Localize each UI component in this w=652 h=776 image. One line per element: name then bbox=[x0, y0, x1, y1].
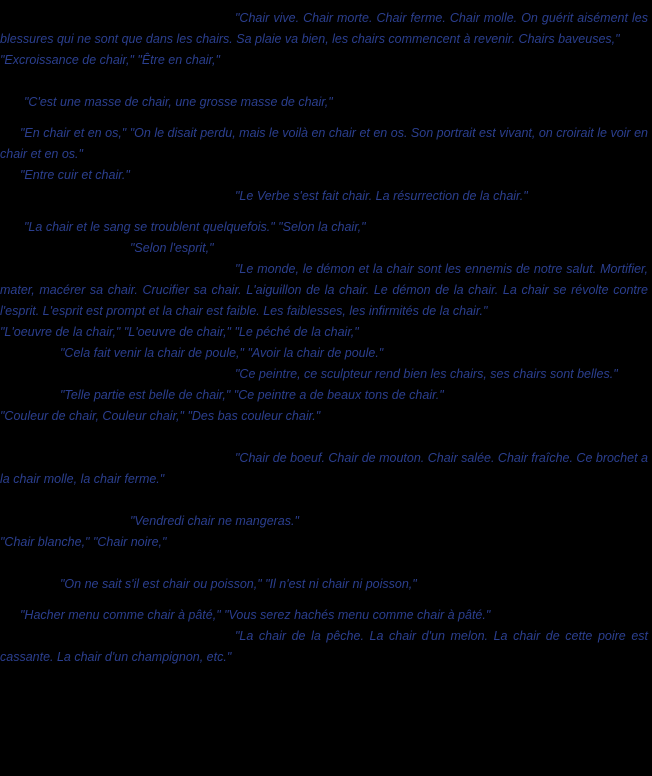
paragraph: "Excroissance de chair," "Être en chair," bbox=[0, 53, 220, 67]
paragraph: "L'oeuvre de la chair," "L'oeuvre de chair," "Le péché de la chair," bbox=[0, 325, 359, 339]
paragraph: "Ce peintre, ce sculpteur rend bien les chairs, ses chairs sont belles." bbox=[235, 367, 618, 381]
paragraph: "Selon l'esprit," bbox=[130, 241, 214, 255]
paragraph: "Le monde, le démon et la chair sont les ennemis de notre salut. Mortifier, mater, macérer sa chair. Crucifier sa chair. L'aiguillon de la chair. Le démon de la chair. La chair se révolte contre l'esprit. L'esprit est prompt et la chair est faible. Les faiblesses, les infirmités de la chair." bbox=[0, 262, 648, 318]
paragraph-spacer bbox=[0, 113, 652, 123]
paragraph: "En chair et en os," "On le disait perdu, mais le voilà en chair et en os. Son portrait est vivant, on croirait le voir en chair et en os." bbox=[0, 126, 648, 161]
paragraph: "La chair et le sang se troublent quelquefois." "Selon la chair," bbox=[24, 220, 366, 234]
document-page bbox=[0, 8, 652, 776]
paragraph-spacer bbox=[0, 595, 652, 605]
paragraph-spacer bbox=[0, 553, 652, 574]
paragraph-spacer bbox=[0, 207, 652, 217]
paragraph: "Couleur de chair, Couleur chair," "Des bas couleur chair." bbox=[0, 409, 321, 423]
paragraph: "Chair vive. Chair morte. Chair ferme. Chair molle. On guérit aisément les blessures qui ne sont que dans les chairs. Sa plaie va bien, les chairs commencent à revenir. Chairs baveuses," bbox=[0, 11, 648, 46]
paragraph-spacer bbox=[0, 427, 652, 448]
paragraph-spacer bbox=[0, 490, 652, 511]
paragraph: "Entre cuir et chair." bbox=[20, 168, 130, 182]
paragraph: "On ne sait s'il est chair ou poisson," "Il n'est ni chair ni poisson," bbox=[60, 577, 417, 591]
paragraph: "Le Verbe s'est fait chair. La résurrection de la chair." bbox=[235, 189, 528, 203]
paragraph: "Cela fait venir la chair de poule," "Avoir la chair de poule." bbox=[60, 346, 384, 360]
paragraph-spacer bbox=[0, 71, 652, 92]
paragraph: "Telle partie est belle de chair," "Ce peintre a de beaux tons de chair." bbox=[60, 388, 444, 402]
paragraph: "Vendredi chair ne mangeras." bbox=[130, 514, 299, 528]
paragraph: "Chair blanche," "Chair noire," bbox=[0, 535, 167, 549]
paragraph: "La chair de la pêche. La chair d'un melon. La chair de cette poire est cassante. La chair d'un champignon, etc." bbox=[0, 629, 648, 664]
paragraph: "Chair de boeuf. Chair de mouton. Chair salée. Chair fraîche. Ce brochet a la chair molle, la chair ferme." bbox=[0, 451, 648, 486]
paragraph: "C'est une masse de chair, une grosse masse de chair," bbox=[24, 95, 333, 109]
paragraph: "Hacher menu comme chair à pâté," "Vous serez hachés menu comme chair à pâté." bbox=[20, 608, 491, 622]
